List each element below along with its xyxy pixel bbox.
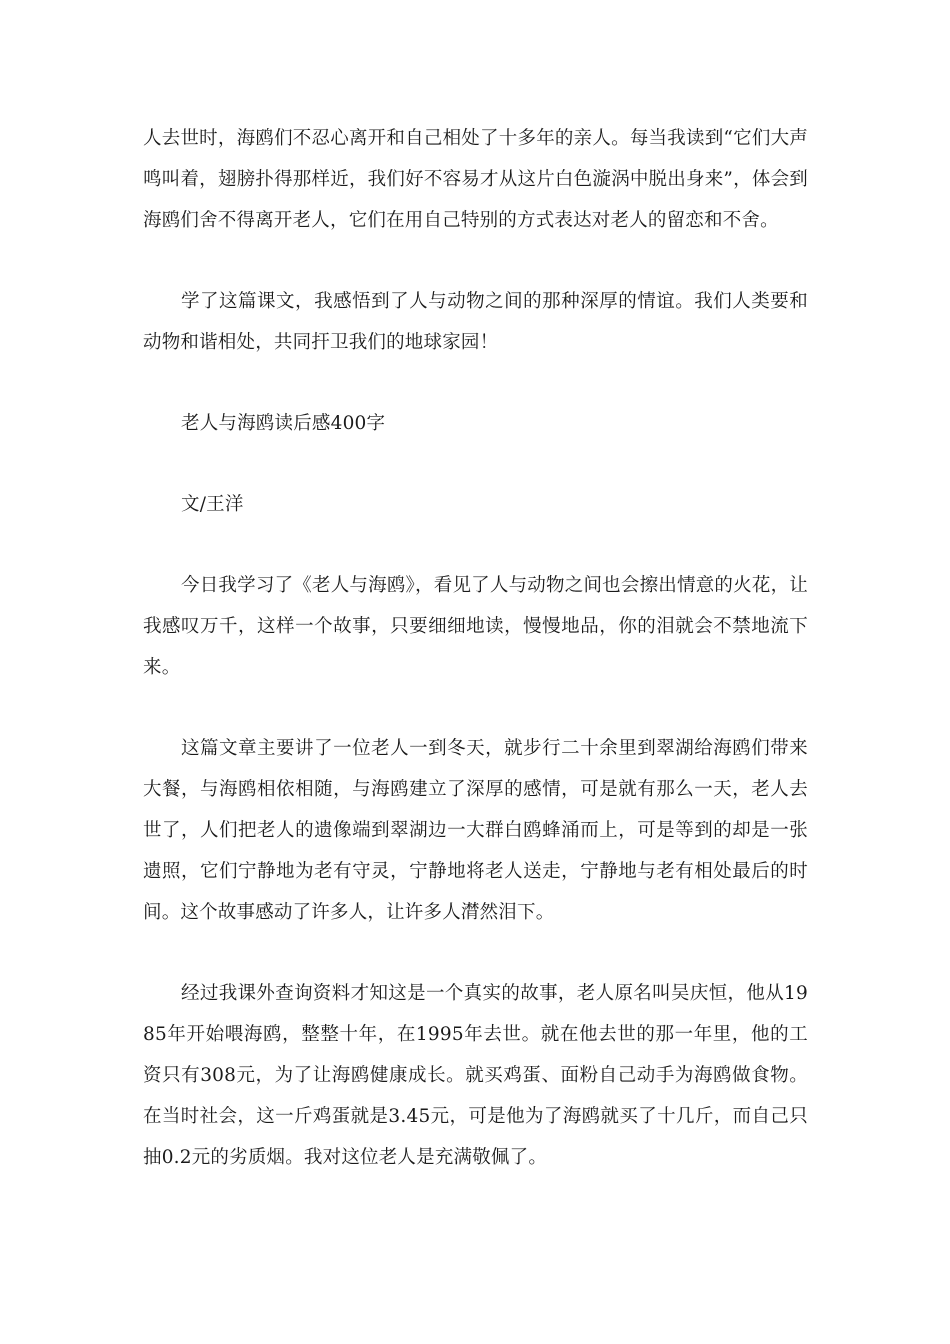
paragraph-summary: 这篇文章主要讲了一位老人一到冬天，就步行二十余里到翠湖给海鸥们带来大餐，与海鸥相依相随，与海鸥建立了深厚的感情，可是就有那么一天，老人去世了，人们把老人的遗像端到翠湖边一大群白鸥蜂涌而上，可是等到的却是一张遗照，它们宁静地为老有守灵，宁静地将老人送走，宁静地与老有相处最后的时间。这个故事感动了许多人，让许多人潸然泪下。: [143, 738, 808, 923]
paragraph-conclusion: 学了这篇课文，我感悟到了人与动物之间的那种深厚的情谊。我们人类要和动物和谐相处，共同扞卫我们的地球家园！: [143, 291, 808, 353]
paragraph-intro: 今日我学习了《老人与海鸥》，看见了人与动物之间也会擦出情意的火花，让我感叹万千，这样一个故事，只要细细地读，慢慢地品，你的泪就会不禁地流下来。: [143, 575, 808, 678]
paragraph-continuation: 人去世时，海鸥们不忍心离开和自己相处了十多年的亲人。每当我读到“它们大声鸣叫着，翅膀扑得那样近，我们好不容易才从这片白色漩涡中脱出身来”，体会到海鸥们舍不得离开老人，它们在用自己特别的方式表达对老人的留恋和不舍。: [143, 128, 808, 231]
essay-author: 文/王洋: [181, 494, 244, 515]
paragraph-research: 经过我课外查询资料才知这是一个真实的故事，老人原名叫吴庆恒，他从1985年开始喂海鸥，整整十年，在1995年去世。就在他去世的那一年里，他的工资只有308元，为了让海鸥健康成长。就买鸡蛋、面粉自己动手为海鸥做食物。在当时社会，这一斤鸡蛋就是3.45元，可是他为了海鸥就买了十几斤，而自己只抽0.2元的劣质烟。我对这位老人是充满敬佩了。: [143, 983, 808, 1168]
document-body: [143, 118, 808, 1178]
essay-title: 老人与海鸥读后感400字: [181, 413, 386, 434]
